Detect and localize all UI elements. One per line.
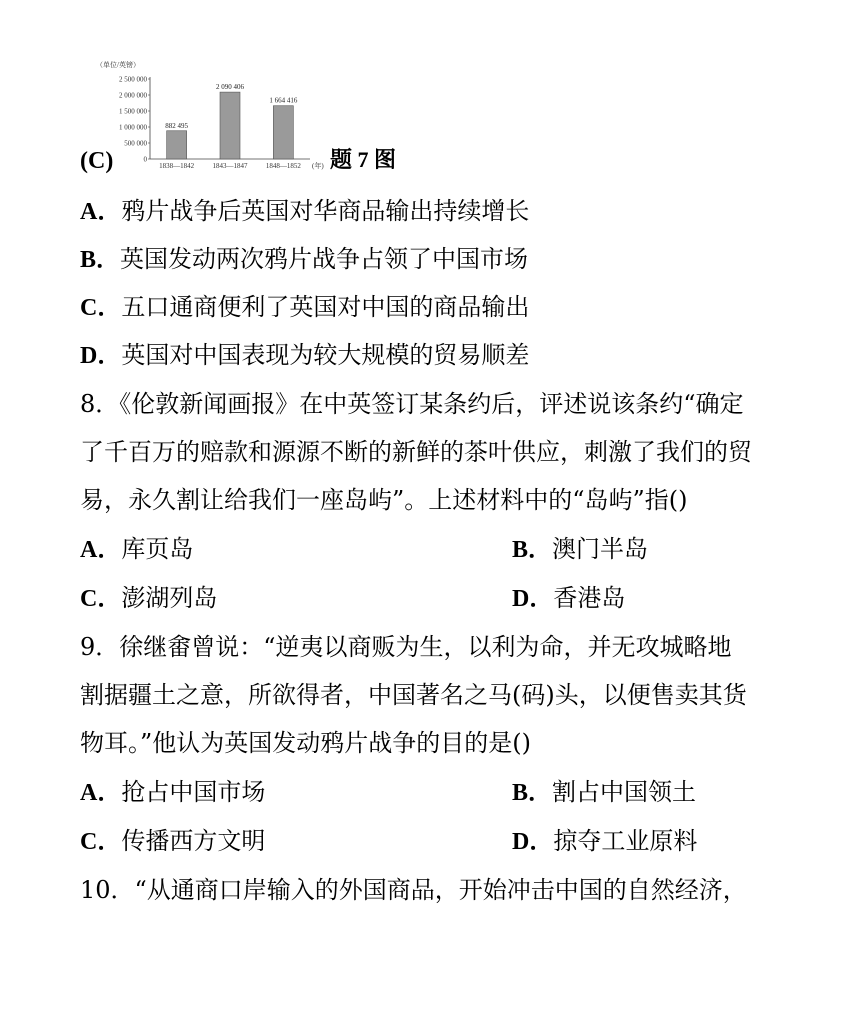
q9-stem-line-2: 割据疆土之意，所欲得者，中国著名之马(码)头，以便售卖其货: [80, 681, 747, 709]
q8-option-c-text: 澎湖列岛: [121, 584, 218, 612]
q8-option-d[interactable]: [512, 583, 625, 614]
q9-option-c[interactable]: [80, 826, 265, 857]
q8-option-b-text: 澳门半岛: [552, 535, 649, 563]
q7-option-b[interactable]: [80, 244, 528, 275]
bar-value-label: 2 090 406: [216, 83, 244, 92]
q8-stem-line-2: 了千百万的赔款和源源不断的新鲜的茶叶供应，刺激了我们的贸: [80, 438, 752, 466]
x-tick-label: 1848—1852: [265, 162, 301, 170]
bar-value-label: 882 495: [165, 121, 189, 130]
x-tick-label: 1838—1842: [159, 162, 195, 170]
q9-option-d[interactable]: [512, 826, 697, 857]
q7-option-b-text: 英国发动两次鸦片战争占领了中国市场: [120, 245, 529, 273]
q8-option-a-key: A．: [80, 537, 122, 563]
y-tick-label: 1 500 000: [119, 107, 147, 116]
q7-option-c[interactable]: [80, 292, 529, 323]
export-bar-chart: [94, 56, 334, 174]
y-tick-label: 0: [143, 155, 147, 164]
q8-option-c[interactable]: [80, 583, 217, 614]
q7-option-c-text: 五口通商便利了英国对中国的商品输出: [121, 293, 530, 321]
q8-option-b-key: B．: [512, 537, 553, 563]
q9-option-d-key: D．: [512, 829, 554, 855]
q9-option-b-key: B．: [512, 780, 553, 806]
q9-option-a-text: 抢占中国市场: [121, 778, 266, 806]
q7-option-b-key: B．: [80, 247, 121, 273]
q8-stem-line-3: 易，永久割让给我们一座岛屿”。上述材料中的“岛屿”指(): [80, 486, 688, 514]
q7-option-a-text: 鸦片战争后英国对华商品输出持续增长: [121, 197, 530, 225]
bar-chart-svg: [94, 56, 334, 174]
q7-option-d-key: D．: [80, 343, 122, 369]
bar: [273, 106, 293, 159]
q9-option-a-key: A．: [80, 780, 122, 806]
q8-option-c-key: C．: [80, 586, 122, 612]
q9-option-b[interactable]: [512, 777, 696, 808]
figure-caption: 题 7 图: [330, 147, 397, 172]
bar: [220, 92, 240, 159]
q9-stem-line-1: 9．徐继畬曾说：“逆夷以商贩为生，以利为命，并无攻城略地: [80, 633, 732, 661]
q8-option-a[interactable]: [80, 534, 193, 565]
y-tick-label: 1 000 000: [119, 123, 147, 132]
q10-stem-line-1: 10．“从通商口岸输入的外国商品，开始冲击中国的自然经济，: [80, 876, 747, 904]
y-tick-label: 2 500 000: [119, 75, 147, 84]
q8-stem-line-1: 8．《伦敦新闻画报》在中英签订某条约后，评述说该条约“确定: [80, 390, 744, 418]
y-axis-label: （单位/英镑）: [96, 61, 140, 69]
q8-option-b[interactable]: [512, 534, 648, 565]
q9-stem-line-3: 物耳。”他认为英国发动鸦片战争的目的是(): [80, 729, 531, 757]
option-c-label: (C): [80, 148, 114, 174]
y-tick-label: 2 000 000: [119, 91, 147, 100]
bar: [167, 131, 187, 159]
q8-option-d-text: 香港岛: [553, 584, 626, 612]
bar-value-label: 1 664 416: [269, 96, 298, 105]
q7-option-c-key: C．: [80, 295, 122, 321]
q8-option-a-text: 库页岛: [121, 535, 194, 563]
q9-option-c-key: C．: [80, 829, 122, 855]
q9-option-c-text: 传播西方文明: [121, 827, 266, 855]
q7-option-a[interactable]: [80, 196, 529, 227]
q7-option-d[interactable]: [80, 340, 529, 371]
q9-option-a[interactable]: [80, 777, 265, 808]
x-tick-label: 1843—1847: [212, 162, 248, 170]
q7-option-d-text: 英国对中国表现为较大规模的贸易顺差: [121, 341, 530, 369]
q9-option-d-text: 掠夺工业原料: [553, 827, 698, 855]
q8-option-d-key: D．: [512, 586, 554, 612]
y-tick-label: 500 000: [124, 139, 147, 148]
q7-option-a-key: A．: [80, 199, 122, 225]
x-axis-unit-label: (年): [312, 162, 324, 170]
q9-option-b-text: 割占中国领土: [552, 778, 697, 806]
